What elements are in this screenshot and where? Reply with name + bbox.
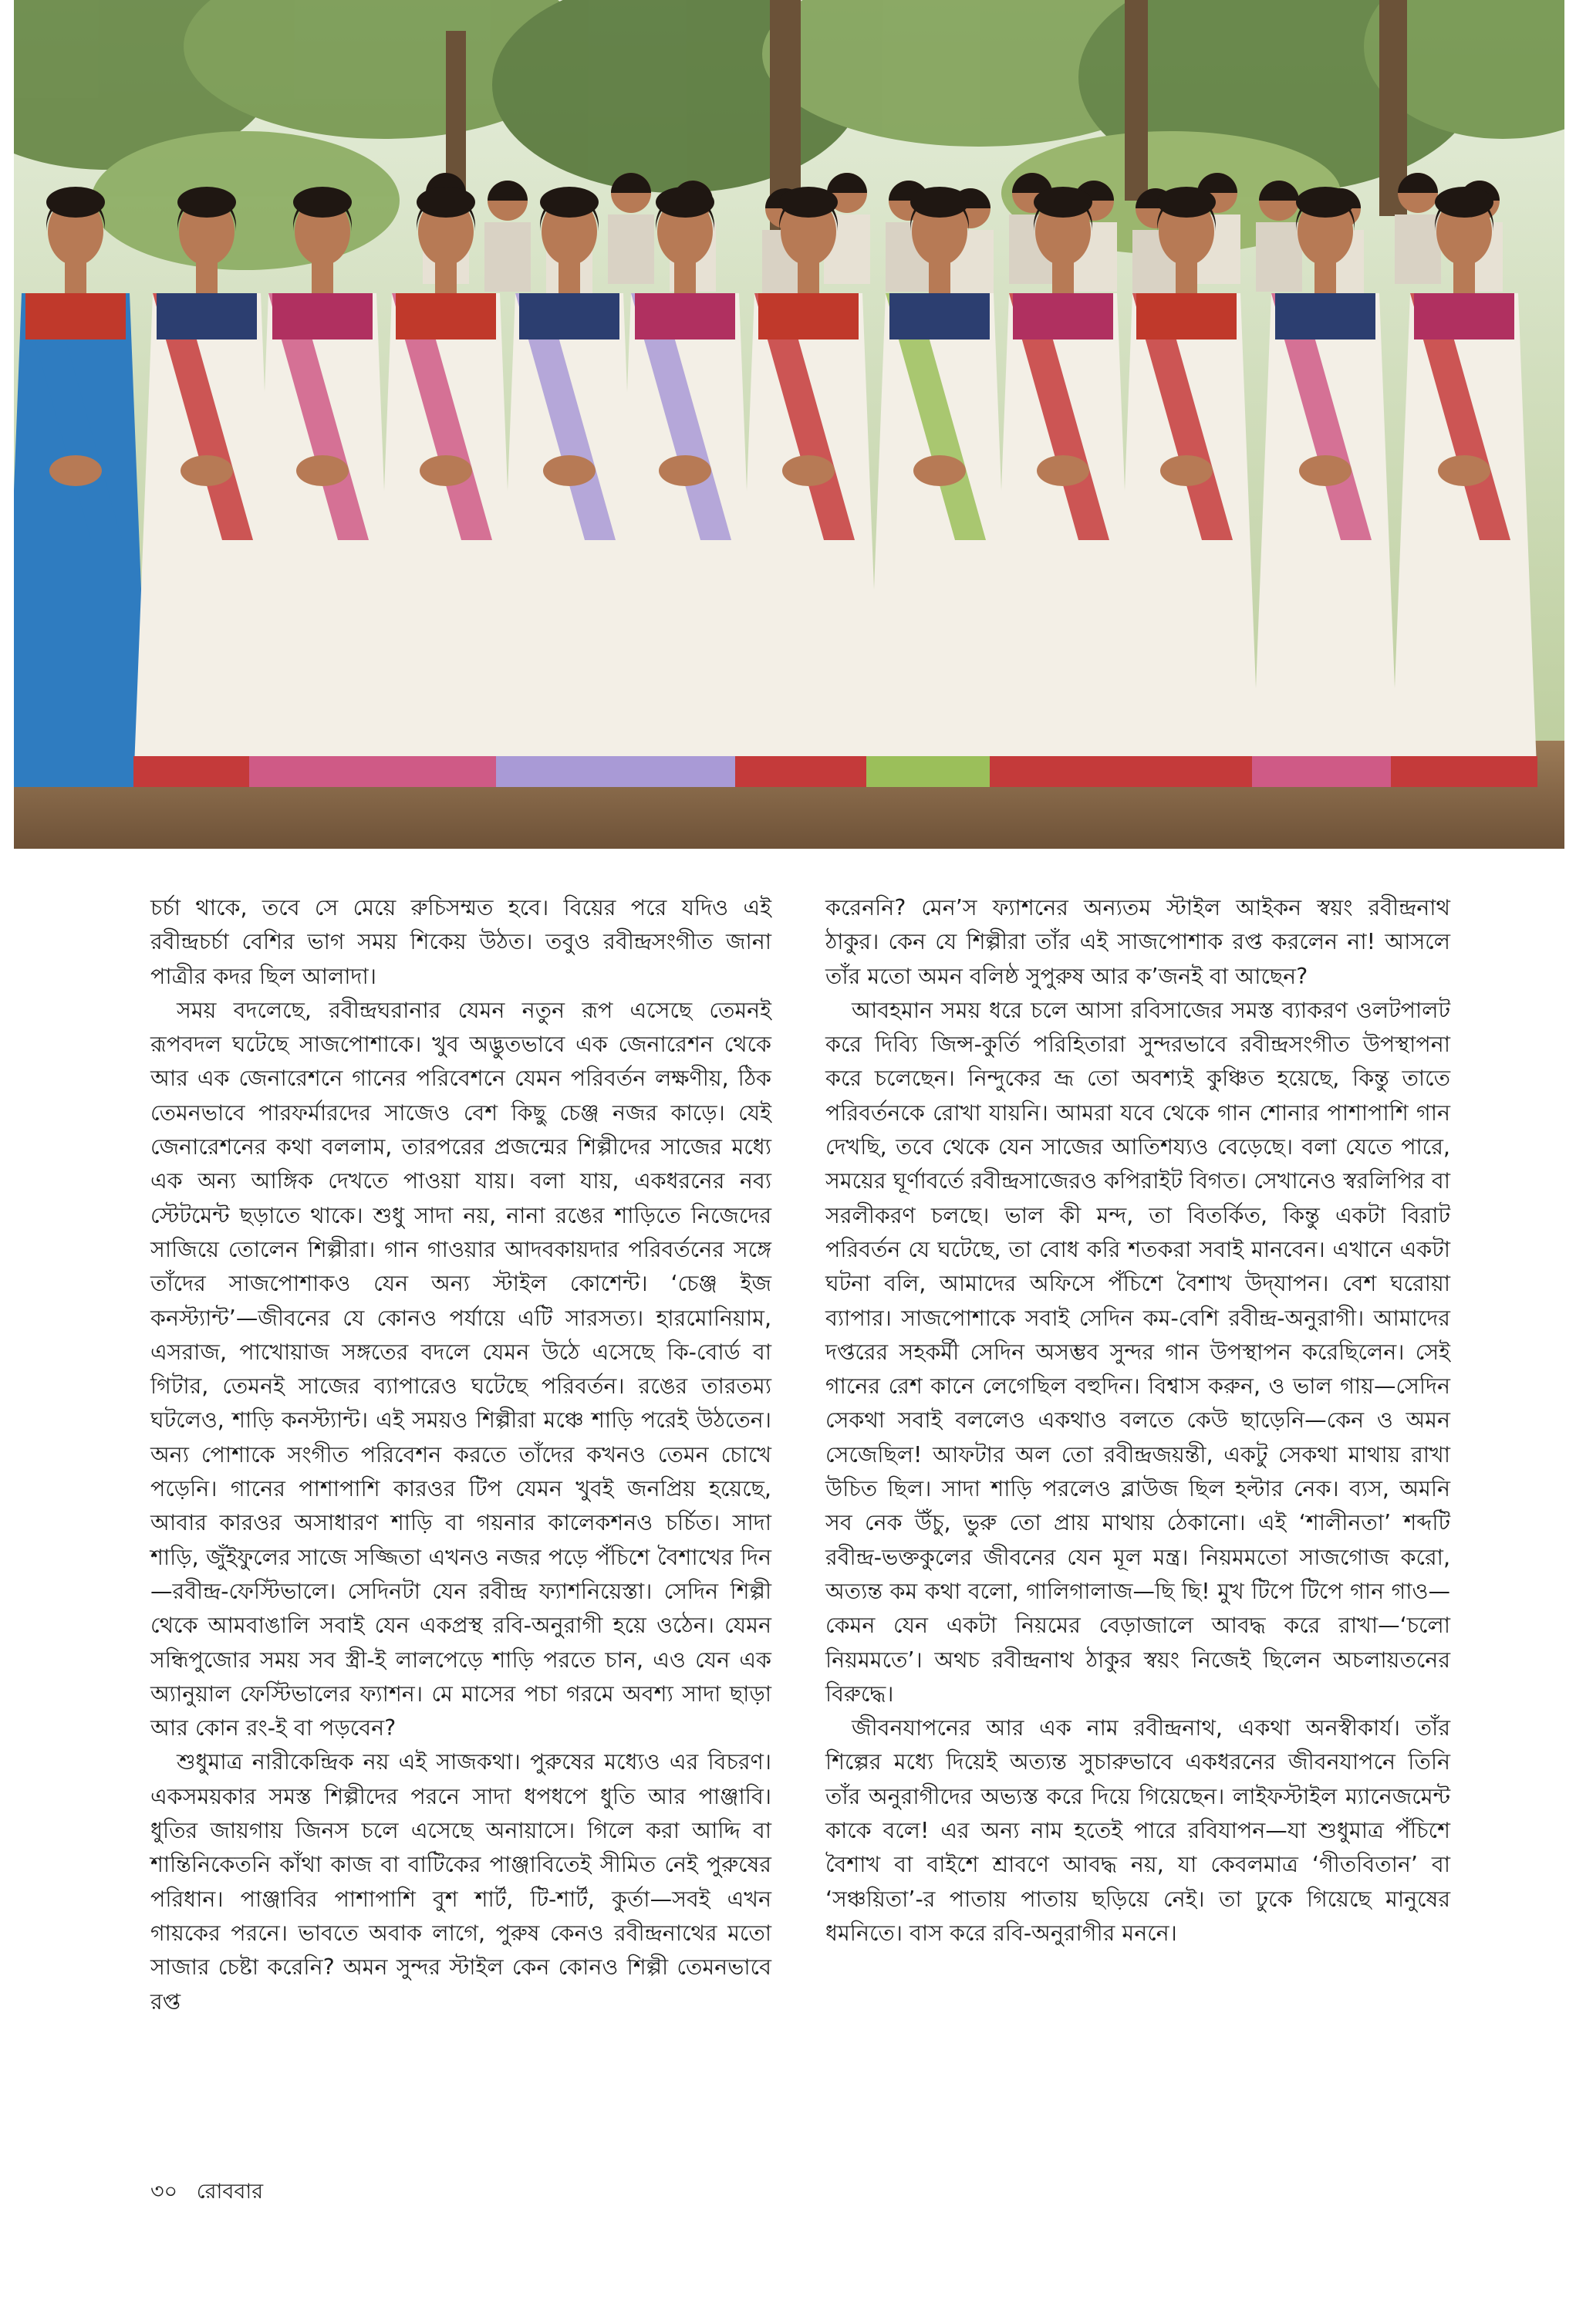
left-paragraph-1: চর্চা থাকে, তবে সে মেয়ে রুচিসম্মত হবে। বিয়ের পরে যদিও এই রবীন্দ্রচর্চা বেশির ভাগ সময় শিকেয় উঠত। তবুও রবীন্দ্রসংগীত জানা পাত্রীর কদর ছিল আলাদা। (150, 895, 771, 989)
right-paragraph-1: করেননি? মেন’স ফ্যাশনের অন্যতম স্টাইল আইকন স্বয়ং রবীন্দ্রনাথ ঠাকুর। কেন যে শিল্পীরা তাঁর এই সাজপোশাক রপ্ত করলেন না! আসলে তাঁর মতো অমন বলিষ্ঠ সুপুরুষ আর ক’জনই বা আছেন? (825, 895, 1450, 989)
group-photo (14, 0, 1564, 849)
right-paragraph-2: আবহমান সময় ধরে চলে আসা রবিসাজের সমস্ত ব্যাকরণ ওলটপালট করে দিব্যি জিন্স-কুর্তি পরিহিতারা সুন্দরভাবে রবীন্দ্রসংগীত উপস্থাপনা করে চলেছেন। নিন্দুকের ভ্রূ তো অবশ্যই কুঞ্চিত হয়েছে, কিন্তু তাতে পরিবর্তনকে রোখা যায়নি। আমরা যবে থেকে গান শোনার পাশাপাশি গান দেখছি, তবে থেকে যেন সাজের আতিশয্যও বেড়েছে। বলা যেতে পারে, সময়ের ঘূর্ণাবর্তে রবীন্দ্রসাজেরও কপিরাইট বিগত। সেখানেও স্বরলিপির বা সরলীকরণ চলছে। ভাল কী মন্দ, তা বিতর্কিত, কিন্তু একটা বিরাট পরিবর্তন যে ঘটেছে, তা বোধ করি শতকরা সবাই মানবেন। এখানে একটা ঘটনা বলি, আমাদের অফিসে পঁচিশে বৈশাখ উদ্‌যাপন। বেশ ঘরোয়া ব্যাপার। সাজপোশাকে সবাই সেদিন কম-বেশি রবীন্দ্র-অনুরাগী। আমাদের দপ্তরের সহকর্মী সেদিন অসম্ভব সুন্দর গান উপস্থাপন করেছিলেন। সেই গানের রেশ কানে লেগেছিল বহুদিন। বিশ্বাস করুন, ও ভাল গায়—সেদিন সেকথা সবাই বললেও একথাও বলতে কেউ ছাড়েনি—কেন ও অমন সেজেছিল! আফটার অল তো রবীন্দ্রজয়ন্তী, একটু সেকথা মাথায় রাখা উচিত ছিল। সাদা শাড়ি পরলেও ব্লাউজ ছিল হল্টার নেক। ব্যস, অমনি সব নেক উঁচু, ভুরু তো প্রায় মাথায় ঠেকানো। এই ‘শালীনতা’ শব্দটি রবীন্দ্র-ভক্তকুলের জীবনের যেন মূল মন্ত্র। নিয়মমতো সাজগোজ করো, অত্যন্ত কম কথা বলো, গালিগালাজ—ছি ছি! মুখ টিপে টিপে গান গাও—কেমন যেন একটা নিয়মের বেড়াজালে আবদ্ধ করে রাখা—‘চলো নিয়মমতে’। অথচ রবীন্দ্রনাথ ঠাকুর স্বয়ং নিজেই ছিলেন অচলায়তনের বিরুদ্ধে। (825, 997, 1450, 1707)
page-footer (150, 2176, 275, 2211)
publication-name: রোববার (196, 2180, 264, 2204)
right-paragraph-3: জীবনযাপনের আর এক নাম রবীন্দ্রনাথ, একথা অনস্বীকার্য। তাঁর শিল্পের মধ্যে দিয়েই অত্যন্ত সুচারুভাবে একধরনের জীবনযাপনে তিনি তাঁর অনুরাগীদের অভ্যস্ত করে দিয়ে গিয়েছেন। লাইফস্টাইল ম্যানেজমেন্ট কাকে বলে! এর অন্য নাম হতেই পারে রবিযাপন—যা শুধুমাত্র পঁচিশে বৈশাখ বা বাইশে শ্রাবণে আবদ্ধ নয়, যা কেবলমাত্র ‘গীতবিতান’ বা ‘সঞ্চয়িতা’-র পাতায় পাতায় ছড়িয়ে নেই। তা ঢুকে গিয়েছে মানুষের ধমনিতে। বাস করে রবি-অনুরাগীর মননে। (825, 1715, 1450, 1946)
left-paragraph-2: সময় বদলেছে, রবীন্দ্রঘরানার যেমন নতুন রূপ এসেছে তেমনই রূপবদল ঘটেছে সাজপোশাকে। খুব অদ্ভুতভাবে এক জেনারেশন থেকে আর এক জেনারেশনে গানের পরিবেশনে যেমন পরিবর্তন লক্ষণীয়, ঠিক তেমনভাবে পারফর্মারদের সাজেও বেশ কিছু চেঞ্জ নজর কাড়ে। যেই জেনারেশনের কথা বললাম, তারপরের প্রজন্মের শিল্পীদের সাজের মধ্যে এক অন্য আঙ্গিক দেখতে পাওয়া যায়। বলা যায়, একধরনের নব্য স্টেটমেন্ট ছড়াতে থাকে। শুধু সাদা নয়, নানা রঙের শাড়িতে নিজেদের সাজিয়ে তোলেন শিল্পীরা। গান গাওয়ার আদবকায়দার পরিবর্তনের সঙ্গে তাঁদের সাজপোশাকও যেন অন্য স্টাইল কোশেন্ট। ‘চেঞ্জ ইজ কনস্ট্যান্ট’—জীবনের যে কোনও পর্যায়ে এটি সারসত্য। হারমোনিয়াম, এসরাজ, পাখোয়াজ সঙ্গতের বদলে যেমন উঠে এসেছে কি-বোর্ড বা গিটার, তেমনই সাজের ব্যাপারেও ঘটেছে পরিবর্তন। রঙের তারতম্য ঘটলেও, শাড়ি কনস্ট্যান্ট। এই সময়ও শিল্পীরা মঞ্চে শাড়ি পরেই উঠতেন। অন্য পোশাকে সংগীত পরিবেশন করতে তাঁদের কখনও তেমন চোখে পড়েনি। গানের পাশাপাশি কারওর টিপ যেমন খুবই জনপ্রিয় হয়েছে, আবার কারওর অসাধারণ শাড়ি বা গয়নার কালেকশনও চর্চিত। সাদা শাড়ি, জুঁইফুলের সাজে সজ্জিতা এখনও নজর পড়ে পঁচিশে বৈশাখের দিন—রবীন্দ্র-ফেস্টিভালে। সেদিনটা যেন রবীন্দ্র ফ্যাশনিয়েস্তা। সেদিন শিল্পী থেকে আমবাঙালি সবাই যেন একপ্রস্থ রবি-অনুরাগী হয়ে ওঠেন। যেমন সন্ধিপুজোর সময় সব স্ত্রী-ই লালপেড়ে শাড়ি পরতে চান, এও যেন এক অ্যানুয়াল ফেস্টিভালের ফ্যাশন। মে মাসের পচা গরমে অবশ্য সাদা ছাড়া আর কোন রং-ই বা পড়বেন? (150, 997, 771, 1741)
left-paragraph-3: শুধুমাত্র নারীকেন্দ্রিক নয় এই সাজকথা। পুরুষের মধ্যেও এর বিচরণ। একসময়কার সমস্ত শিল্পীদের পরনে সাদা ধপধপে ধুতি আর পাঞ্জাবি। ধুতির জায়গায় জিনস চলে এসেছে অনায়াসে। গিলে করা আদ্দি বা শান্তিনিকেতনি কাঁথা কাজ বা বাটিকের পাঞ্জাবিতেই সীমিত নেই পুরুষের পরিধান। পাঞ্জাবির পাশাপাশি বুশ শার্ট, টি-শার্ট, কুর্তা—সবই এখন গায়কের পরনে। ভাবতে অবাক লাগে, পুরুষ কেনও রবীন্দ্রনাথের মতো সাজার চেষ্টা করেনি? অমন সুন্দর স্টাইল কেন কোনও শিল্পী তেমনভাবে রপ্ত (150, 1749, 771, 2015)
page-number: ৩০ (150, 2180, 178, 2204)
left-column (150, 891, 771, 2019)
right-column (825, 891, 1450, 1951)
